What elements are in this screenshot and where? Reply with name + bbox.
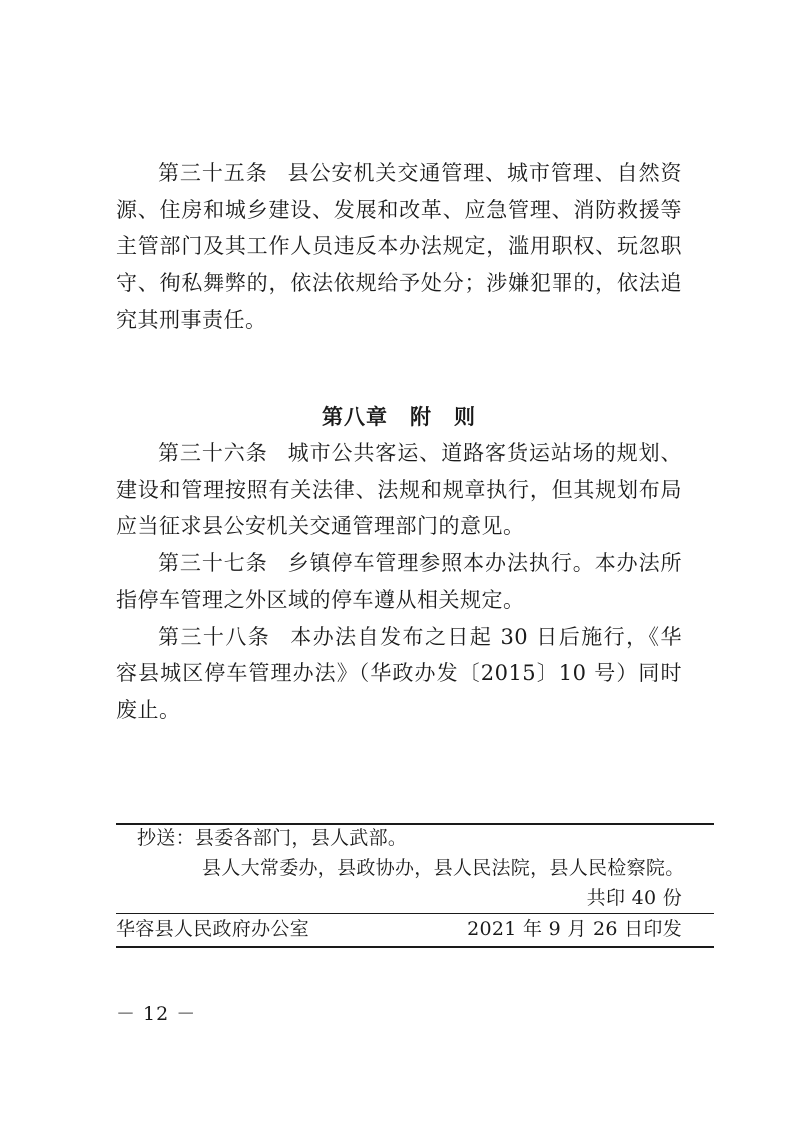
article-36-paragraph: [116, 435, 682, 545]
article-38-body: 本办法自发布之日起 30 日后施行，《华容县城区停车管理办法》（华政办发〔2015〕10 号）同时废止。: [116, 624, 683, 722]
copies-count: 共印 40 份: [586, 887, 682, 909]
article-37-paragraph: [116, 545, 682, 618]
article-35: [116, 155, 682, 339]
page-number: － 12 －: [116, 1003, 197, 1025]
article-35-paragraph: [116, 155, 682, 339]
article-37-body: 乡镇停车管理参照本办法执行。本办法所指停车管理之外区域的停车遵从相关规定。: [116, 551, 683, 612]
article-35-lead: 第三十五条: [158, 161, 268, 185]
article-37-lead: 第三十七条: [158, 551, 268, 576]
article-36-lead: 第三十六条: [158, 441, 268, 465]
issue-line: [116, 913, 682, 945]
issuer: 华容县人民政府办公室: [116, 918, 310, 940]
articles-36-38: [116, 435, 682, 729]
cc-bottom-rule: [116, 946, 714, 948]
cc-line-1: 抄送：县委各部门，县人武部。: [137, 827, 408, 849]
cc-line-2: 县人大常委办，县政协办，县人民法院，县人民检察院。: [202, 857, 685, 879]
article-36-body: 城市公共客运、道路客货运站场的规划、建设和管理按照有关法律、法规和规章执行，但其规划布局应当征求县公安机关交通管理部门的意见。: [116, 441, 683, 539]
chapter-title: 第八章 附 则: [322, 405, 476, 429]
article-38-paragraph: [116, 619, 682, 729]
article-35-body: 县公安机关交通管理、城市管理、自然资源、住房和城乡建设、发展和改革、应急管理、消防救援等主管部门及其工作人员违反本办法规定，滥用职权、玩忽职守、徇私舞弊的，依法依规给予处分；涉嫌犯罪的，依法追究其刑事责任。: [116, 161, 683, 332]
cc-block: [116, 823, 686, 913]
article-38-lead: 第三十八条: [158, 624, 271, 649]
issue-date: 2021 年 9 月 26 日印发: [467, 918, 682, 940]
